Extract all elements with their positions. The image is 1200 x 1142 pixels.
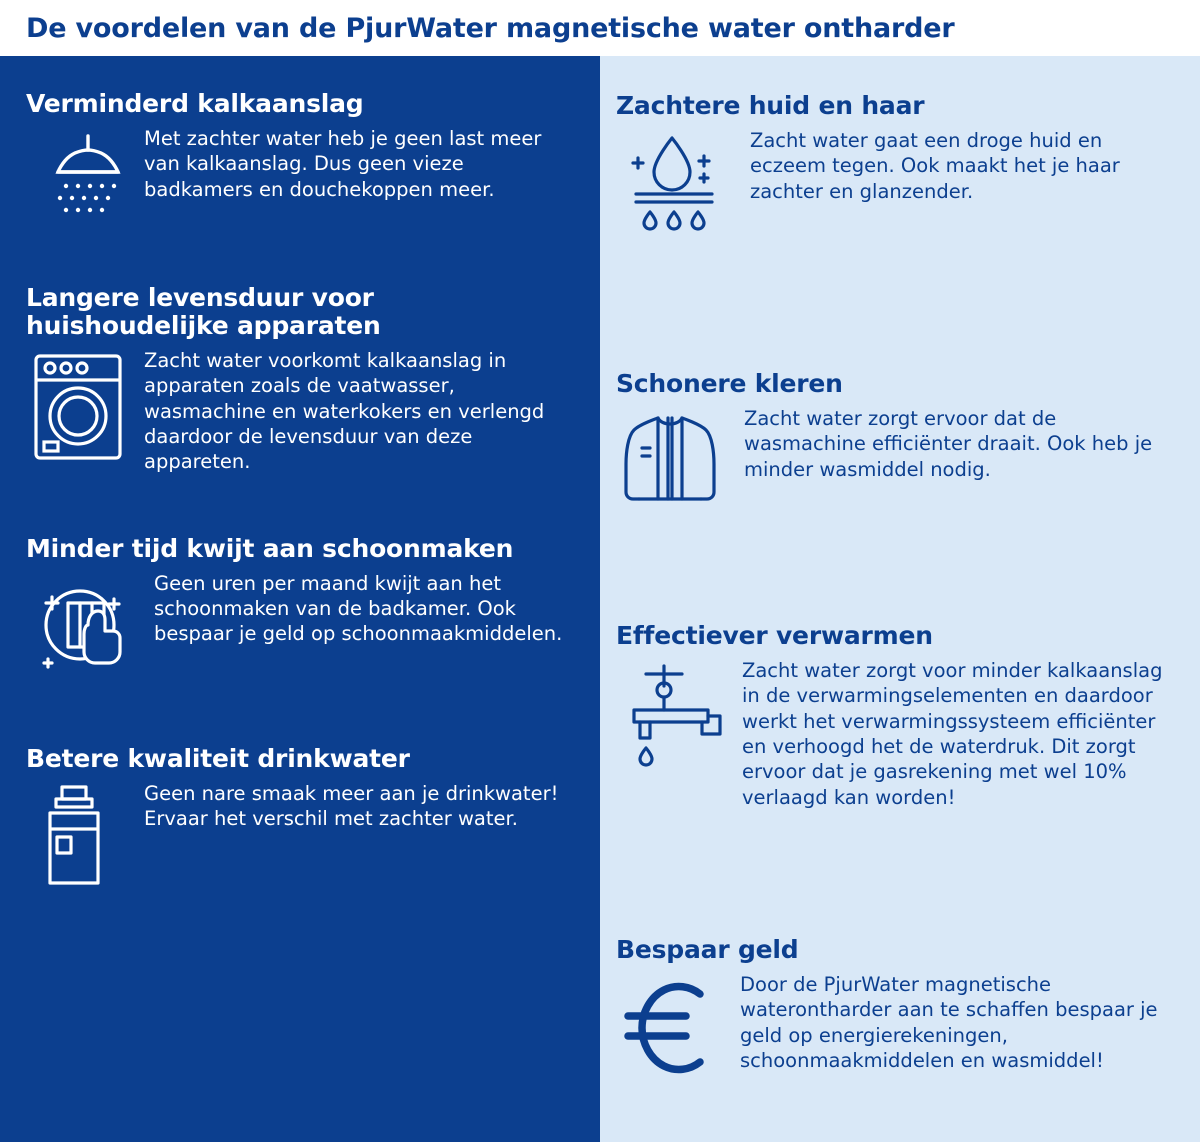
benefit-text: Zacht water zorgt ervoor dat de wasmachine efficiënter draait. Ook heb je minder wasmiddel nodig. [744,407,1153,481]
benefit-item-verminderd-kalkaanslag [26,90,576,228]
page-title: De voordelen van de PjurWater magnetische water ontharder [26,12,955,44]
shower-head-icon [26,126,130,228]
columns-container [0,56,1200,1142]
benefit-title: Langere levensduur voor huishoudelijke apparaten [26,283,381,340]
benefit-title: Zachtere huid en haar [616,91,925,120]
euro-sign-icon [616,972,726,1082]
water-drop-sparkle-icon [616,128,736,234]
left-column [0,56,600,1142]
faucet-icon [616,658,728,776]
benefit-text: Zacht water voorkomt kalkaanslag in apparaten zoals de vaatwasser, wasmachine en waterkokers en verlengd daardoor de levensduur van deze appareten. [144,349,545,474]
benefit-item-schonere-kleren [616,370,1176,510]
benefit-text: Geen nare smaak meer aan je drinkwater! Ervaar het verschil met zachter water. [144,781,559,831]
right-column [600,56,1200,1142]
jacket-icon [616,406,730,510]
benefit-item-betere-kwaliteit-drinkwater [26,745,576,893]
benefit-item-minder-tijd-schoonmaken [26,535,576,681]
benefit-title: Effectiever verwarmen [616,621,933,650]
benefit-title: Betere kwaliteit drinkwater [26,743,410,773]
benefit-title: Verminderd kalkaanslag [26,89,364,118]
header [0,0,1200,56]
benefit-item-bespaar-geld [616,936,1176,1082]
benefit-item-zachtere-huid-en-haar [616,92,1176,234]
benefit-text: Met zachter water heb je geen last meer van kalkaanslag. Dus geen vieze badkamers en douchekoppen meer. [144,127,542,201]
benefit-title: Bespaar geld [616,935,799,965]
washing-machine-icon [26,348,130,462]
benefit-text: Door de PjurWater magnetische waterontharder aan te schaffen bespaar je geld op energierekeningen, schoonmaakmiddelen en wasmiddel! [740,973,1158,1073]
benefit-title: Minder tijd kwijt aan schoonmaken [26,533,514,563]
water-jug-icon [26,781,130,893]
benefit-item-langere-levensduur [26,284,576,475]
cleaning-hand-icon [26,571,140,681]
benefit-text: Zacht water gaat een droge huid en eczeem tegen. Ook maakt het je haar zachter en glanzender. [750,129,1120,203]
benefit-text: Zacht water zorgt voor minder kalkaanslag in de verwarmingselementen en daardoor werkt het verwarmingssysteem efficiënter en verhoogd het de waterdruk. Dit zorgt ervoor dat je gasrekening met wel 10% verlaagd kan worden! [742,659,1163,809]
benefit-text: Geen uren per maand kwijt aan het schoonmaken van de badkamer. Ook bespaar je geld op schoonmaakmiddelen. [154,571,563,646]
benefit-title: Schonere kleren [616,369,843,398]
benefit-item-effectiever-verwarmen [616,622,1176,810]
